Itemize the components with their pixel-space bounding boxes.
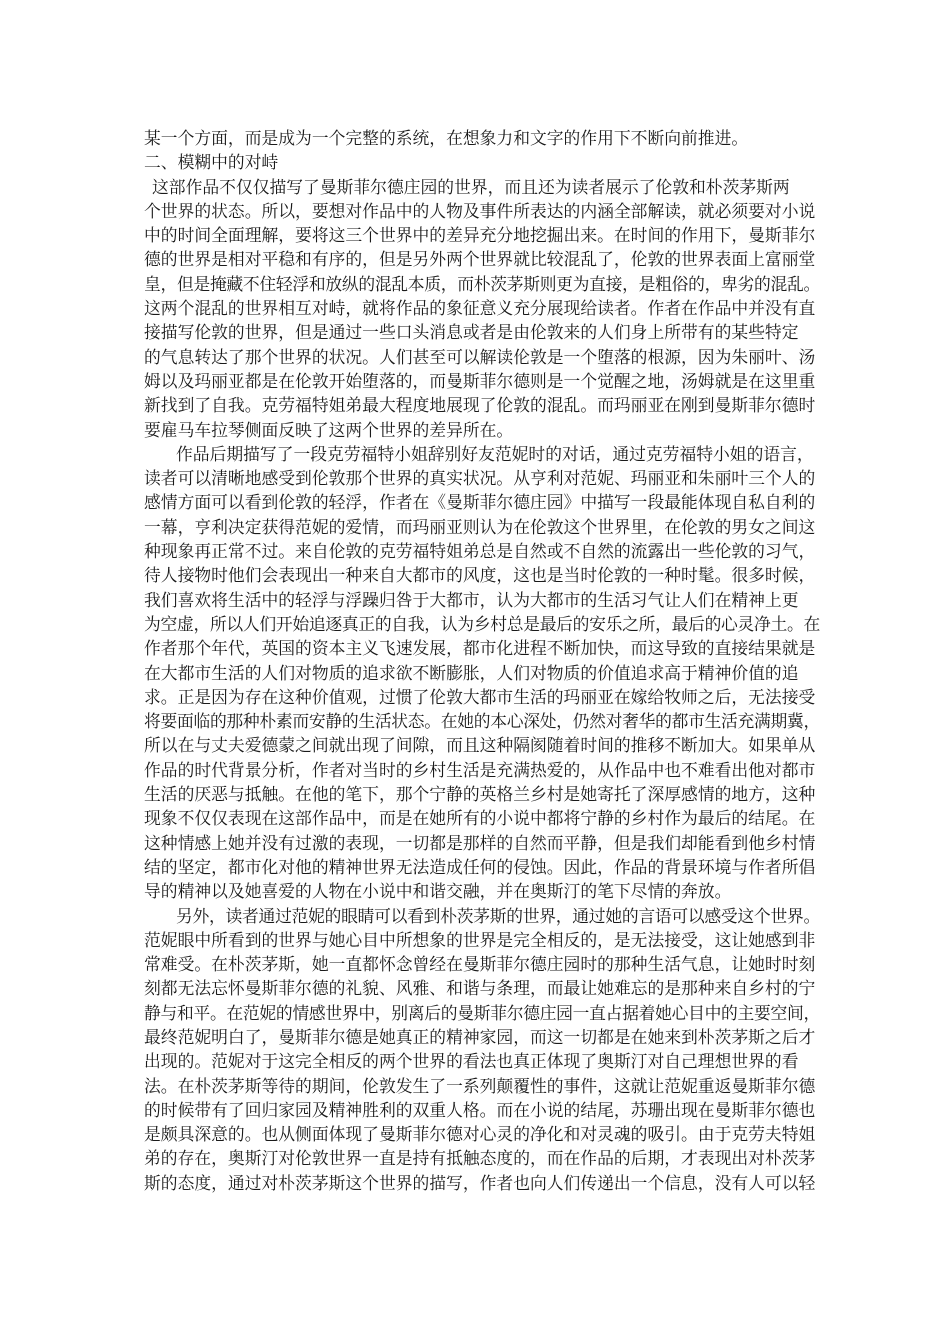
text-line: 感情方面可以看到伦敦的轻浮，作者在《曼斯菲尔德庄园》中描写一段最能体现自私自利的 bbox=[144, 492, 816, 513]
text-line: 的时候带有了回归家园及精神胜利的双重人格。而在小说的结尾，苏珊出现在曼斯菲尔德也 bbox=[144, 1099, 816, 1120]
text-line: 静与和平。在范妮的情感世界中，别离后的曼斯菲尔德庄园一直占据着她心目中的主要空间， bbox=[144, 1002, 820, 1023]
text-line: 新找到了自我。克劳福特姐弟最大程度地展现了伦敦的混乱。而玛丽亚在刚到曼斯菲尔德时 bbox=[144, 395, 816, 416]
text-line: 现象不仅仅表现在这部作品中，而是在她所有的小说中都将宁静的乡村作为最后的结尾。在 bbox=[144, 808, 816, 829]
text-line: 弟的存在，奥斯汀对伦敦世界一直是持有抵触态度的，而在作品的后期，才表现出对朴茨茅 bbox=[144, 1148, 816, 1169]
text-line: 所以在与丈夫爱德蒙之间就出现了间隙，而且这种隔阂随着时间的推移不断加大。如果单从 bbox=[144, 735, 816, 756]
text-line: 范妮眼中所看到的世界与她心目中所想象的世界是完全相反的，是无法接受，这让她感到非 bbox=[144, 929, 816, 950]
text-line: 某一个方面，而是成为一个完整的系统，在想象力和文字的作用下不断向前推进。 bbox=[144, 128, 749, 148]
text-line: 的气息转达了那个世界的状况。人们甚至可以解读伦敦是一个堕落的根源，因为朱丽叶、汤 bbox=[144, 346, 816, 367]
section-heading: 二、模糊中的对峙 bbox=[144, 152, 279, 173]
document-body bbox=[144, 126, 820, 1195]
text-line: 斯的态度，通过对朴茨茅斯这个世界的描写，作者也向人们传递出一个信息，没有人可以轻 bbox=[144, 1172, 816, 1193]
text-line: 结的坚定，都市化对他的精神世界无法造成任何的侵蚀。因此，作品的背景环境与作者所倡 bbox=[144, 856, 816, 877]
text-line: 求。正是因为存在这种价值观，过惯了伦敦大都市生活的玛丽亚在嫁给牧师之后，无法接受 bbox=[144, 686, 816, 707]
text-line: 待人接物时他们会表现出一种来自大都市的风度，这也是当时伦敦的一种时髦。很多时候， bbox=[144, 565, 816, 586]
text-line: 法。在朴茨茅斯等待的期间，伦敦发生了一系列颠覆性的事件，这就让范妮重返曼斯菲尔德 bbox=[144, 1075, 816, 1096]
text-line: 为空虚，所以人们开始追逐真正的自我，认为乡村总是最后的安乐之所，最后的心灵净土。在 bbox=[144, 613, 820, 634]
text-line: 姆以及玛丽亚都是在伦敦开始堕落的，而曼斯菲尔德则是一个觉醒之地，汤姆就是在这里重 bbox=[144, 370, 816, 391]
text-line: 在大都市生活的人们对物质的追求欲不断膨胀，人们对物质的价值追求高于精神价值的追 bbox=[144, 662, 799, 683]
text-line: 接描写伦敦的世界，但是通过一些口头消息或者是由伦敦来的人们身上所带有的某些特定 bbox=[144, 322, 799, 343]
text-line: 皇，但是掩藏不住轻浮和放纵的混乱本质，而朴茨茅斯则更为直接，是粗俗的，卑劣的混乱。 bbox=[144, 273, 820, 294]
text-line: 是颇具深意的。也从侧面体现了曼斯菲尔德对心灵的净化和对灵魂的吸引。由于克劳夫特姐 bbox=[144, 1124, 816, 1145]
text-line: 要雇马车拉琴侧面反映了这两个世界的差异所在。 bbox=[144, 419, 514, 440]
text-line: 中的时间全面理解，要将这三个世界中的差异充分地挖掘出来。在时间的作用下，曼斯菲尔 bbox=[144, 225, 816, 246]
text-line: 个世界的状态。所以，要想对作品中的人物及事件所表达的内涵全部解读，就必须要对小说 bbox=[144, 200, 816, 221]
text-line: 读者可以清晰地感受到伦敦那个世界的真实状况。从亨利对范妮、玛丽亚和朱丽叶三个人的 bbox=[144, 468, 816, 489]
text-line: 这部作品不仅仅描写了曼斯菲尔德庄园的世界，而且还为读者展示了伦敦和朴茨茅斯两 bbox=[152, 176, 790, 197]
text-line: 将要面临的那种朴素而安静的生活状态。在她的本心深处，仍然对奢华的都市生活充满期冀， bbox=[144, 711, 820, 732]
text-line: 导的精神以及她喜爱的人物在小说中和谐交融，并在奥斯汀的笔下尽情的奔放。 bbox=[144, 881, 732, 902]
text-line: 我们喜欢将生活中的轻浮与浮躁归咎于大都市，认为大都市的生活习气让人们在精神上更 bbox=[144, 589, 799, 610]
text-line: 这种情感上她并没有过激的表现，一切都是那样的自然而平静，但是我们却能看到他乡村情 bbox=[144, 832, 816, 853]
text-line: 一幕，亨利决定获得范妮的爱情，而玛丽亚则认为在伦敦这个世界里，在伦敦的男女之间这 bbox=[144, 516, 816, 537]
text-line: 这两个混乱的世界相互对峙，就将作品的象征意义充分展现给读者。作者在作品中并没有直 bbox=[144, 298, 816, 319]
text-line: 作品的时代背景分析，作者对当时的乡村生活是充满热爱的，从作品中也不难看出他对都市 bbox=[144, 759, 816, 780]
text-line: 最终范妮明白了，曼斯菲尔德是她真正的精神家园，而这一切都是在她来到朴茨茅斯之后才 bbox=[144, 1026, 816, 1047]
text-line: 作品后期描写了一段克劳福特小姐辞别好友范妮时的对话，通过克劳福特小姐的语言， bbox=[176, 443, 814, 464]
text-line: 刻都无法忘怀曼斯菲尔德的礼貌、风雅、和谐与条理，而最让她难忘的是那种来自乡村的宁 bbox=[144, 978, 816, 999]
text-line: 常难受。在朴茨茅斯，她一直都怀念曾经在曼斯菲尔德庄园时的那种生活气息，让她时时刻 bbox=[144, 954, 816, 975]
text-line: 德的世界是相对平稳和有序的，但是另外两个世界就比较混乱了，伦敦的世界表面上富丽堂 bbox=[144, 249, 816, 270]
text-line: 种现象再正常不过。来自伦敦的克劳福特姐弟总是自然或不自然的流露出一些伦敦的习气， bbox=[144, 541, 816, 562]
text-line: 出现的。范妮对于这完全相反的两个世界的看法也真正体现了奥斯汀对自己理想世界的看 bbox=[144, 1051, 799, 1072]
text-line: 作者那个年代，英国的资本主义飞速发展，都市化进程不断加快，而这导致的直接结果就是 bbox=[144, 638, 816, 659]
text-line: 另外，读者通过范妮的眼睛可以看到朴茨茅斯的世界，通过她的言语可以感受这个世界。 bbox=[176, 905, 820, 926]
text-line: 生活的厌恶与抵触。在他的笔下，那个宁静的英格兰乡村是她寄托了深厚感情的地方，这种 bbox=[144, 784, 816, 805]
